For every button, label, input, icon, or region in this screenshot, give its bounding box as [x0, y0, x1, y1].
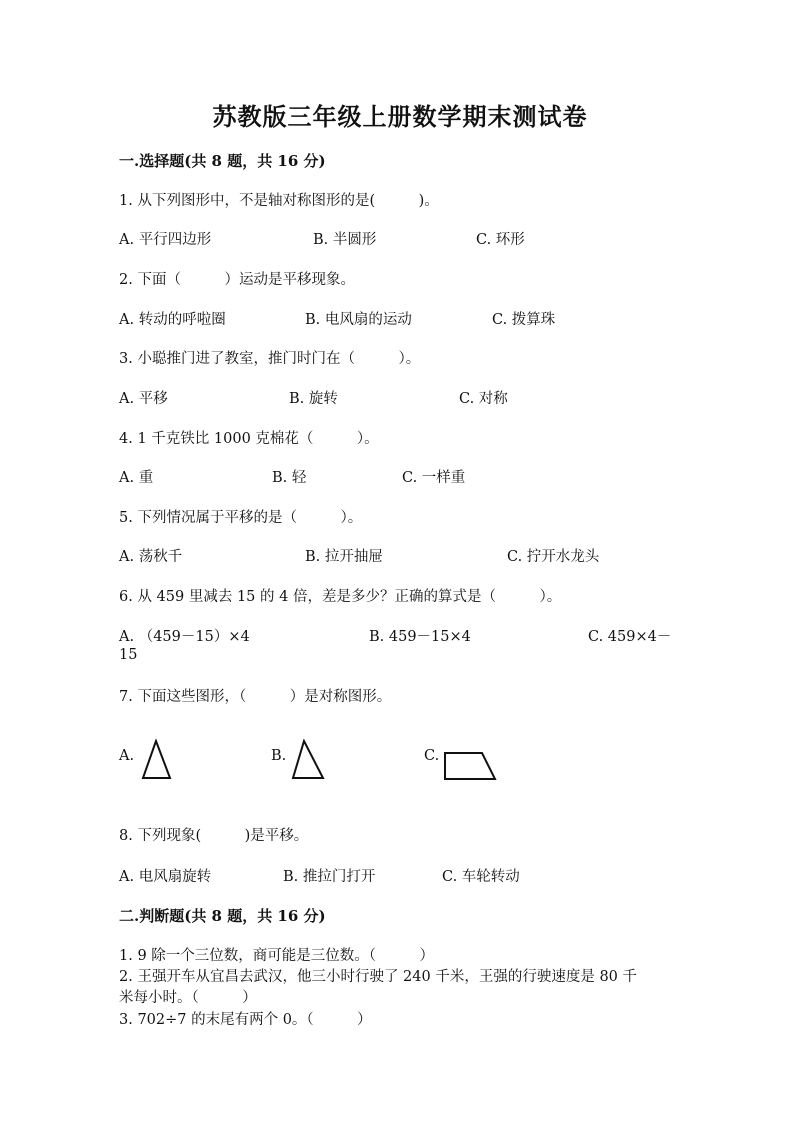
question-6-option-c: C. 459×4－	[588, 629, 672, 645]
question-8-option-a: A. 电风扇旋转	[119, 869, 212, 885]
question-2-option-c: C. 拨算珠	[492, 312, 556, 328]
question-7-option-a: A.	[119, 748, 135, 764]
question-1-option-c: C. 环形	[476, 232, 525, 248]
question-3-stem: 3. 小聪推门进了教室，推门时门在（ ）。	[119, 351, 421, 367]
question-6-stem: 6. 从 459 里减去 15 的 4 倍，差是多少？正确的算式是（ ）。	[119, 589, 562, 605]
judgement-item-2-continuation: 米每小时。（ ）	[119, 990, 257, 1006]
section-heading-true-false: 二.判断题(共 8 题，共 16 分)	[119, 907, 326, 925]
question-5-option-b: B. 拉开抽屉	[305, 549, 383, 565]
judgement-item-1: 1. 9 除一个三位数，商可能是三位数。（ ）	[119, 948, 435, 964]
question-3-option-c: C. 对称	[459, 391, 508, 407]
judgement-item-3: 3. 702÷7 的末尾有两个 0。（ ）	[119, 1012, 372, 1028]
question-3-option-a: A. 平移	[119, 391, 168, 407]
question-5-stem: 5. 下列情况属于平移的是（ ）。	[119, 510, 363, 526]
question-5-option-c: C. 拧开水龙头	[507, 549, 600, 565]
page-title: 苏教版三年级上册数学期末测试卷	[212, 102, 588, 131]
question-7-option-b: B.	[271, 748, 287, 764]
question-5-option-a: A. 荡秋千	[119, 549, 183, 565]
question-4-option-b: B. 轻	[272, 470, 307, 486]
question-2-option-b: B. 电风扇的运动	[305, 312, 412, 328]
question-6-option-b: B. 459－15×4	[369, 629, 471, 645]
trapezoid-icon	[442, 750, 498, 782]
judgement-item-2: 2. 王强开车从宜昌去武汉，他三小时行驶了 240 千米，王强的行驶速度是 80 千	[119, 969, 638, 985]
question-1-option-a: A. 平行四边形	[119, 232, 212, 248]
question-8-option-c: C. 车轮转动	[442, 869, 520, 885]
question-7-stem: 7. 下面这些图形，（ ）是对称图形。	[119, 689, 392, 705]
section-heading-choice: 一.选择题(共 8 题，共 16 分)	[119, 152, 326, 170]
isosceles-triangle-icon	[140, 739, 174, 781]
question-4-option-c: C. 一样重	[402, 470, 466, 486]
question-8-option-b: B. 推拉门打开	[283, 869, 376, 885]
question-4-stem: 4. 1 千克铁比 1000 克棉花（ ）。	[119, 431, 379, 447]
question-2-stem: 2. 下面（ ）运动是平移现象。	[119, 272, 355, 288]
question-3-option-b: B. 旋转	[289, 391, 338, 407]
question-6-option-c-continuation: 15	[119, 647, 138, 663]
question-2-option-a: A. 转动的呼啦圈	[119, 312, 226, 328]
question-1-option-b: B. 半圆形	[313, 232, 377, 248]
scalene-triangle-icon	[290, 739, 326, 781]
question-7-option-c: C.	[424, 748, 440, 764]
question-4-option-a: A. 重	[119, 470, 154, 486]
question-1-stem: 1. 从下列图形中，不是轴对称图形的是( )。	[119, 193, 439, 209]
question-6-option-a: A. （459－15）×4	[119, 629, 250, 645]
question-8-stem: 8. 下列现象( )是平移。	[119, 828, 309, 844]
